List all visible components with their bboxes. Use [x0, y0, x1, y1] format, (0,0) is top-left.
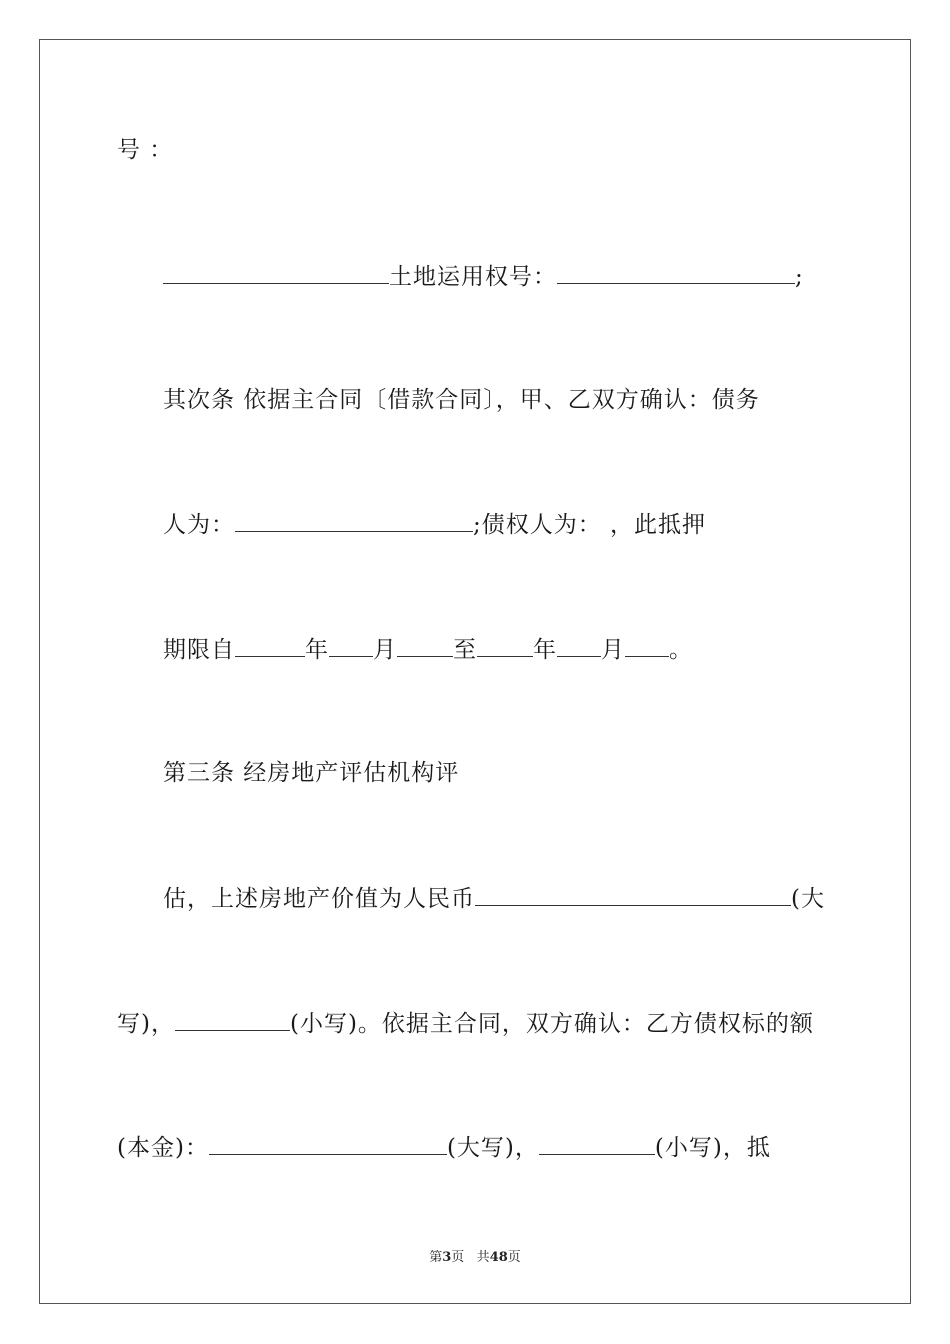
line-3-text: 其次条 依据主合同〔借款合同〕，甲、乙双方确认：债务: [163, 387, 760, 413]
line-7-end: (大: [791, 886, 825, 912]
text-line-8: [117, 1008, 814, 1039]
text-line-4: [163, 509, 706, 540]
land-number-blank-2[interactable]: [557, 261, 795, 284]
text-line-3: [163, 385, 760, 415]
line-6-text: 第三条 经房地产评估机构评: [163, 760, 460, 786]
text-line-6: [163, 758, 459, 788]
land-number-blank-1[interactable]: [163, 261, 389, 284]
current-page-number: 3: [442, 1250, 452, 1265]
line-8-rest: (小写)。依据主合同，双方确认：乙方债权标的额: [289, 1011, 814, 1037]
text-line-7: [163, 883, 825, 914]
line-4-label: 人为：: [163, 512, 235, 538]
end-month-blank[interactable]: [557, 634, 601, 657]
start-day-blank[interactable]: [397, 634, 453, 657]
line-7-label: 估，上述房地产价值为人民币: [163, 886, 475, 912]
period-end-mark: 。: [669, 637, 693, 663]
line-9-start: (本金)：: [117, 1135, 209, 1161]
page-prefix: 第: [429, 1250, 443, 1265]
page-footer: [0, 1246, 950, 1265]
start-year-blank[interactable]: [235, 634, 305, 657]
year-label-1: 年: [305, 637, 329, 663]
text-line-5: [163, 634, 693, 665]
value-lowercase-blank[interactable]: [175, 1008, 290, 1031]
total-suffix: 页: [507, 1250, 521, 1265]
total-prefix: 共: [476, 1250, 490, 1265]
line-2-end: ;: [795, 264, 804, 290]
year-label-2: 年: [533, 637, 557, 663]
line-1-text: 号 ：: [117, 137, 174, 163]
line-8-start: 写)，: [117, 1011, 175, 1037]
to-label: 至: [453, 637, 477, 663]
month-label-2: 月: [601, 637, 625, 663]
end-year-blank[interactable]: [477, 634, 533, 657]
page-suffix: 页: [451, 1250, 465, 1265]
end-day-blank[interactable]: [625, 634, 669, 657]
line-4-rest: ;债权人为： ，此抵押: [473, 512, 707, 538]
month-label-1: 月: [373, 637, 397, 663]
debtor-blank[interactable]: [235, 509, 473, 532]
text-line-1: [117, 135, 173, 165]
line-9-mid: (大写)，: [446, 1135, 539, 1161]
page-border: [39, 39, 911, 1304]
line-2-label: 土地运用权号：: [389, 264, 557, 290]
period-from-label: 期限自: [163, 637, 235, 663]
total-pages-number: 48: [489, 1250, 508, 1265]
value-uppercase-blank[interactable]: [475, 883, 791, 906]
start-month-blank[interactable]: [329, 634, 373, 657]
principal-uppercase-blank[interactable]: [209, 1132, 447, 1155]
text-line-9: [117, 1132, 771, 1163]
line-9-end: (小写)，抵: [654, 1135, 771, 1161]
principal-lowercase-blank[interactable]: [539, 1132, 655, 1155]
text-line-2: [163, 261, 804, 292]
